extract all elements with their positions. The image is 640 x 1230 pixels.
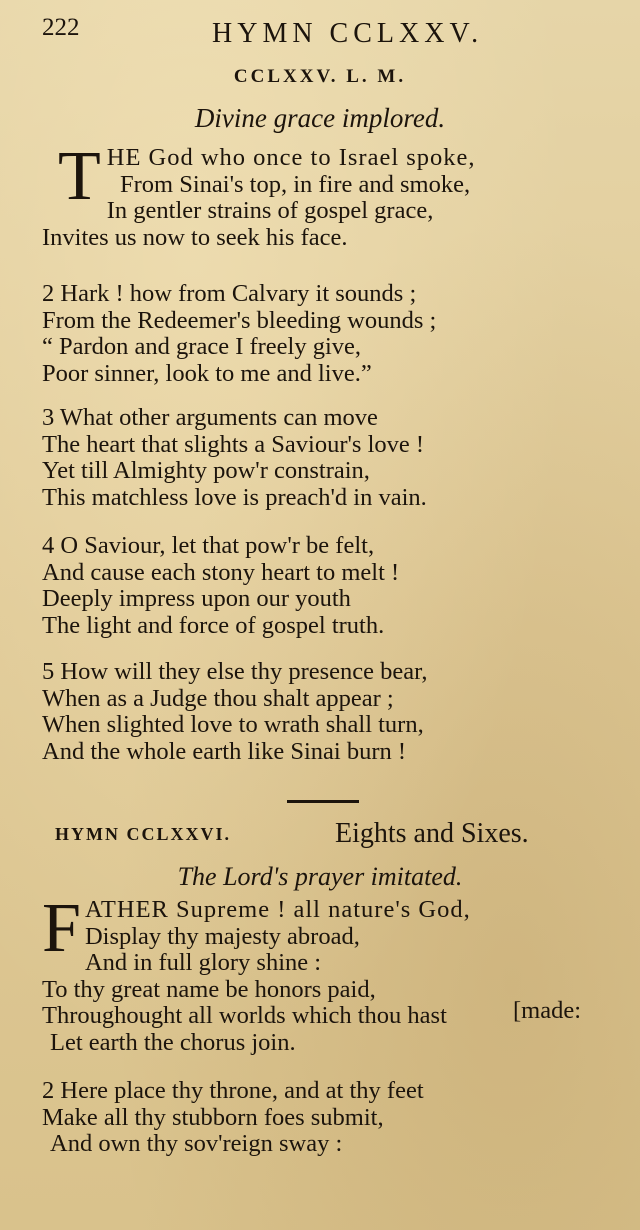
verse-line: Invites us now to seek his face. (42, 223, 348, 251)
verse-line: In gentler strains of gospel grace, (106, 197, 434, 224)
verse-line: Make all thy stubborn foes submit, (42, 1103, 384, 1131)
dropcap-letter: F (42, 890, 81, 967)
hymn-276-stanza-1 (42, 890, 620, 1056)
verse-line: And cause each stony heart to melt ! (42, 558, 400, 586)
verse-line: The heart that slights a Saviour's love ! (42, 430, 425, 458)
verse-line: When as a Judge thou shalt appear ; (42, 684, 394, 712)
dropcap-letter: T (58, 138, 101, 215)
hymn-275-subtitle: Divine grace implored. (194, 103, 446, 133)
hymn-275-meter-line: CCLXXV. L. M. (233, 66, 407, 87)
verse-line: HE God who once to Israel spoke, (106, 144, 476, 171)
section-divider-rule (287, 800, 359, 803)
verse-line: 4 O Saviour, let that pow'r be felt, (42, 532, 375, 559)
verse-line: Let earth the chorus join. (50, 1028, 296, 1056)
running-title: HYMN CCLXXV. (212, 18, 484, 49)
verse-line: 3 What other arguments can move (42, 404, 378, 431)
hymn-276-heading (55, 818, 600, 858)
hymn-275-stanza-5 (42, 659, 620, 765)
verse-line: Display thy majesty abroad, (84, 922, 360, 950)
verse-line: Throughought all worlds which thou hast (42, 1002, 447, 1029)
verse-line: ATHER Supreme ! all nature's God, (84, 896, 471, 923)
hymn-275-stanza-4 (42, 533, 620, 639)
verse-line: When slighted love to wrath shall turn, (42, 711, 424, 738)
verse-line: From Sinai's top, in fire and smoke, (120, 170, 471, 198)
verse-line: And the whole earth like Sinai burn ! (42, 737, 407, 765)
verse-line: 2 Hark ! how from Calvary it sounds ; (42, 280, 417, 307)
verse-line: “ Pardon and grace I freely give, (42, 333, 362, 360)
hymn-275-stanza-3 (42, 405, 620, 511)
verse-line: 5 How will they else thy presence bear, (42, 658, 428, 685)
hymn-276-stanza-2 (42, 1078, 620, 1158)
verse-line: And in full glory shine : (84, 949, 322, 976)
hymn-276-number: HYMN CCLXXVI. (55, 824, 231, 844)
verse-line: Deeply impress upon our youth (42, 585, 351, 612)
verse-line: Yet till Almighty pow'r constrain, (42, 457, 370, 484)
turnover-word: [made: (513, 997, 582, 1024)
hymn-276-subtitle: The Lord's prayer imitated. (177, 862, 463, 891)
hymn-275-stanza-2 (42, 281, 620, 387)
running-head (0, 14, 640, 54)
verse-line: To thy great name be honors paid, (42, 975, 376, 1003)
verse-line: Poor sinner, look to me and live.” (42, 359, 372, 387)
hymn-276-meter: Eights and Sixes. (335, 818, 529, 849)
page-number: 222 (42, 14, 80, 41)
verse-line: From the Redeemer's bleeding wounds ; (42, 306, 437, 334)
verse-line: This matchless love is preach'd in vain. (42, 483, 427, 511)
verse-line: The light and force of gospel truth. (42, 611, 385, 639)
verse-line: 2 Here place thy throne, and at thy feet (42, 1077, 424, 1104)
hymn-275-stanza-1 (42, 138, 620, 251)
verse-line: And own thy sov'reign sway : (50, 1130, 343, 1157)
